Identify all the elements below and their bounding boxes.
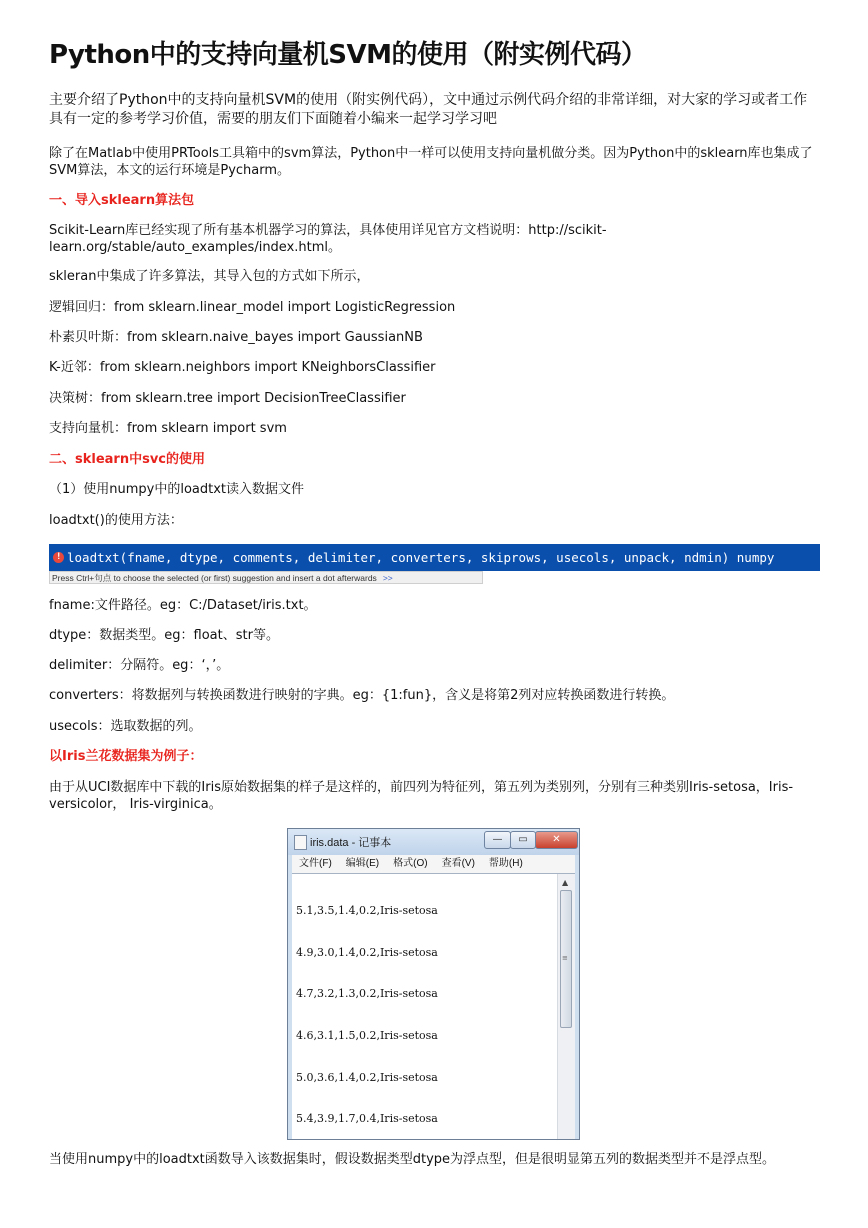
- paragraph-scikit-learn: Scikit-Learn库已经实现了所有基本机器学习的算法，具体使用详见官方文档说明：http://scikit-learn.org/stable/auto_examples/index.html。: [49, 223, 607, 255]
- paragraph-algorithms: skleran中集成了许多算法，其导入包的方式如下所示，: [49, 269, 370, 284]
- param-delimiter: delimiter：分隔符。eg：‘，’。: [49, 658, 230, 673]
- scroll-grip-icon: ≡: [562, 954, 568, 962]
- data-line: 5.1,3.5,1.4,0.2,Iris-setosa: [296, 903, 438, 917]
- import-decision-tree: 决策树：from sklearn.tree import DecisionTreeClassifier: [49, 391, 406, 406]
- param-usecols: usecols：选取数据的列。: [49, 719, 202, 734]
- iris-data-lines: [296, 876, 438, 1140]
- notepad-icon: [294, 835, 307, 850]
- paragraph-iris-description: 由于从UCI数据库中下载的Iris原始数据集的样子是这样的，前四列为特征列，第五列为类别列，分别有三种类别Iris-setosa，Iris-versicolor， Iris-virginica。: [49, 780, 794, 812]
- menu-file: 文件(F): [299, 858, 332, 869]
- error-icon: [53, 552, 64, 563]
- loadtxt-signature-screenshot: [49, 544, 820, 571]
- maximize-icon: ▭: [510, 831, 536, 849]
- data-line: 4.6,3.1,1.5,0.2,Iris-setosa: [296, 1028, 438, 1042]
- loadtxt-usage-label: loadtxt()的使用方法：: [49, 513, 183, 528]
- autocomplete-more-link[interactable]: >>: [382, 573, 393, 583]
- data-line: 5.0,3.6,1.4,0.2,Iris-setosa: [296, 1070, 438, 1084]
- autocomplete-hint-text: Press Ctrl+句点 to choose the selected (or first) suggestion and insert a dot afterwards: [52, 573, 377, 583]
- data-line: 5.4,3.9,1.7,0.4,Iris-setosa: [296, 1112, 438, 1126]
- data-line: 4.9,3.0,1.4,0.2,Iris-setosa: [296, 945, 438, 959]
- notepad-titlebar: [288, 829, 579, 855]
- menu-view: 查看(V): [441, 858, 475, 869]
- param-fname: fname:文件路径。eg：C:/Dataset/iris.txt。: [49, 598, 317, 613]
- import-gaussian-nb: 朴素贝叶斯：from sklearn.naive_bayes import GaussianNB: [49, 330, 423, 345]
- notepad-scrollbar: [557, 874, 575, 1140]
- scroll-up-icon: ▲: [562, 878, 569, 887]
- close-icon: ✕: [535, 831, 578, 849]
- step-loadtxt: （1）使用numpy中的loadtxt读入数据文件: [49, 482, 305, 497]
- autocomplete-hint: [49, 571, 483, 584]
- notepad-window-screenshot: [287, 828, 580, 1140]
- notepad-title: iris.data - 记事本: [310, 837, 392, 849]
- section-heading-svc: 二、sklearn中svc的使用: [49, 452, 206, 467]
- param-dtype: dtype：数据类型。eg：float、str等。: [49, 628, 279, 643]
- notepad-text-area: [292, 873, 575, 1140]
- menu-help: 帮助(H): [488, 858, 523, 869]
- menu-edit: 编辑(E): [345, 858, 380, 869]
- import-svm: 支持向量机：from sklearn import svm: [49, 421, 287, 436]
- import-knn: K-近邻：from sklearn.neighbors import KNeighborsClassifier: [49, 360, 436, 375]
- import-logistic-regression: 逻辑回归：from sklearn.linear_model import LogisticRegression: [49, 300, 456, 315]
- notepad-menubar: [292, 855, 575, 873]
- param-converters: converters：将数据列与转换函数进行映射的字典。eg：{1:fun}，含义是将第2列对应转换函数进行转换。: [49, 688, 675, 703]
- menu-format: 格式(O): [393, 858, 428, 869]
- data-line: 4.7,3.2,1.3,0.2,Iris-setosa: [296, 987, 438, 1001]
- paragraph-loadtxt-dtype: 当使用numpy中的loadtxt函数导入该数据集时，假设数据类型dtype为浮点型，但是很明显第五列的数据类型并不是浮点型。: [49, 1152, 776, 1167]
- minimize-icon: —: [484, 831, 511, 849]
- paragraph-background: 除了在Matlab中使用PRTools工具箱中的svm算法，Python中一样可以使用支持向量机做分类。因为Python中的sklearn库也集成了SVM算法，本文的运行环境是Pycharm。: [49, 146, 813, 178]
- page-title: Python中的支持向量机SVM的使用（附实例代码）: [49, 40, 647, 70]
- intro-paragraph: 主要介绍了Python中的支持向量机SVM的使用（附实例代码），文中通过示例代码介绍的非常详细，对大家的学习或者工作具有一定的参考学习价值，需要的朋友们下面随着小编来一起学习学习吧: [49, 92, 808, 127]
- loadtxt-signature: loadtxt(fname, dtype, comments, delimiter, converters, skiprows, usecols, unpack, ndmin) numpy: [67, 550, 775, 565]
- section-heading-iris: 以Iris兰花数据集为例子：: [49, 749, 203, 764]
- section-heading-import: 一、导入sklearn算法包: [49, 193, 195, 208]
